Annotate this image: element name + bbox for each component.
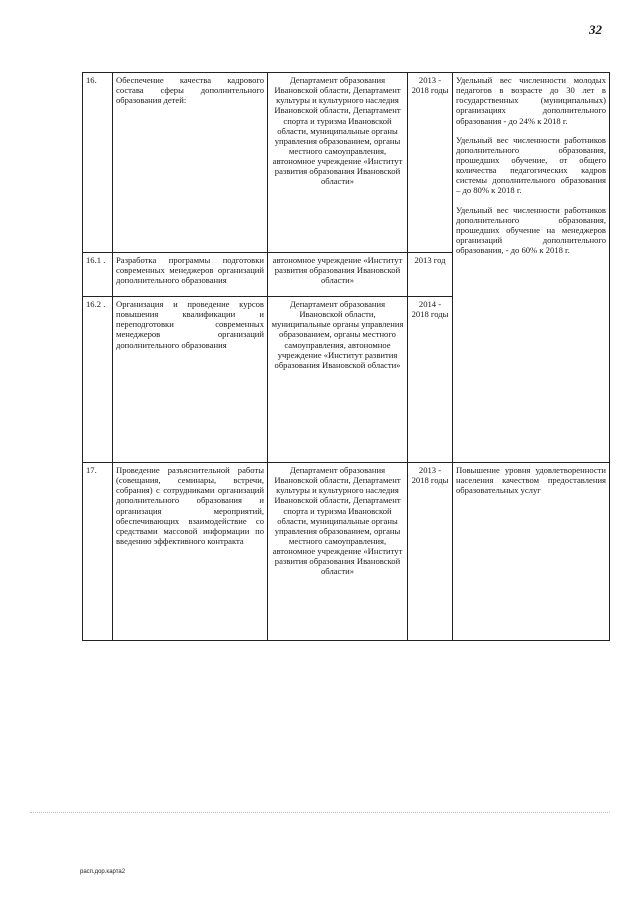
scan-artifact-line — [30, 812, 610, 813]
indicator-text: Удельный вес численности молодых педагогов в возрасте до 30 лет в государственных (муниципальных) организациях дополнительного образования - до 24% к 2018 г. — [456, 75, 606, 126]
indicator-text: Удельный вес численности работников дополнительного образования, прошедших обучение на менеджеров организаций дополнительного образования, - до 60% к 2018 г. — [456, 204, 606, 256]
task-text: Обеспечение качества кадрового состава сферы дополнительного образования детей: — [113, 73, 268, 253]
row-number: 17. — [83, 463, 113, 641]
table-row — [83, 73, 610, 253]
indicator-cell — [453, 73, 610, 463]
table-row — [83, 463, 610, 641]
responsible-text: Департамент образования Ивановской области, муниципальные органы управления образованием, органы местного самоуправления, автономное учреждение «Институт развития образования Ивановской области» — [268, 297, 408, 463]
term-text: 2013 - 2018 годы — [408, 463, 453, 641]
responsible-text: автономное учреждение «Институт развития образования Ивановской области» — [268, 253, 408, 297]
task-text: Организация и проведение курсов повышения квалификации и переподготовки современных менеджеров организаций дополнительного образования — [113, 297, 268, 463]
footer-file-code: расп.дор.карта2 — [80, 869, 126, 875]
task-text: Разработка программы подготовки современных менеджеров организаций дополнительного образования — [113, 253, 268, 297]
term-text: 2014 - 2018 годы — [408, 297, 453, 463]
indicator-text: Повышение уровня удовлетворенности населения качеством предоставления образовательных услуг — [453, 463, 610, 641]
responsible-text: Департамент образования Ивановской области, Департамент культуры и культурного наследия Ивановской области, Департамент спорта и туризма Ивановской области, муниципальные органы управления образованием, органы местного самоуправления, автономное учреждение «Институт развития образования Ивановской области» — [268, 73, 408, 253]
roadmap-table — [82, 72, 610, 641]
responsible-text: Департамент образования Ивановской области, Департамент культуры и культурного наследия Ивановской области, Департамент спорта и туризма Ивановской области, муниципальные органы управления образованием, органы местного самоуправления, автономное учреждение «Институт развития образования Ивановской области» — [268, 463, 408, 641]
term-text: 2013 - 2018 годы — [408, 73, 453, 253]
row-number: 16.1 . — [83, 253, 113, 297]
row-number: 16. — [83, 73, 113, 253]
page-number: 32 — [589, 22, 602, 37]
term-text: 2013 год — [408, 253, 453, 297]
task-text: Проведение разъяснительной работы (совещания, семинары, встречи, собрания) с сотрудниками организаций дополнительного образования и организация мероприятий, обеспечивающих взаимодействие со средствами массовой информации по введению эффективного контракта — [113, 463, 268, 641]
row-number: 16.2 . — [83, 297, 113, 463]
indicator-text: Удельный вес численности работников дополнительного образования, прошедших обучение, от общего количества педагогических кадров системы дополнительного образования – до 80% к 2018 г. — [456, 134, 606, 196]
